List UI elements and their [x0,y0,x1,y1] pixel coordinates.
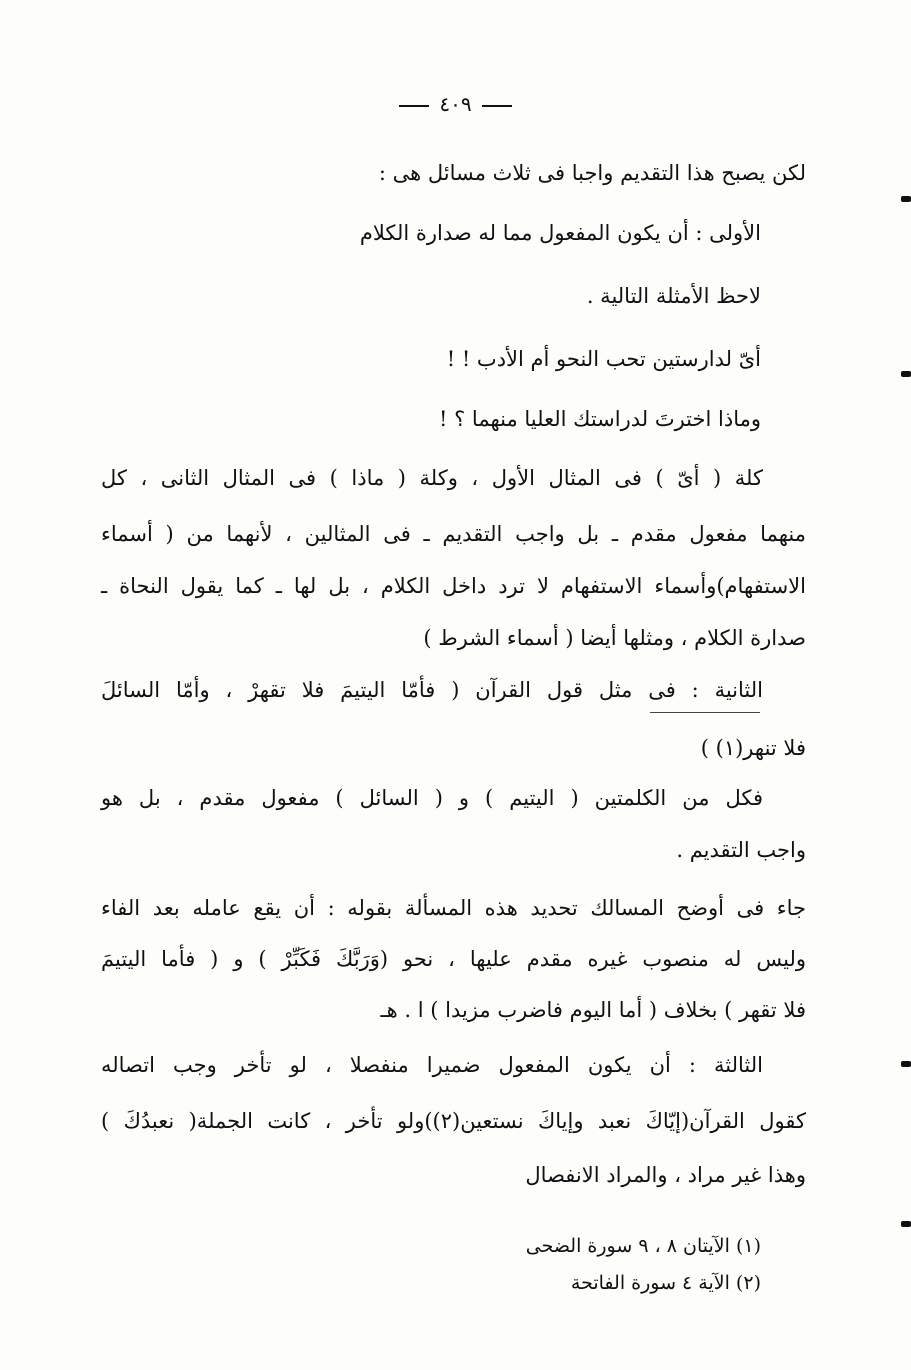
page-number [0,92,911,116]
text-line-3: لاحظ الأمثلة التالية . [586,284,761,308]
text-line-5: وماذا اخترتَ لدراستك العليا منهما ؟ ! [438,407,761,431]
edge-mark [901,196,911,202]
footnote-2: (٢) الآية ٤ سورة الفاتحة [570,1272,761,1294]
text-line-1: لكن يصبح هذا التقديم واجبا فى ثلاث مسائل هى : [378,161,806,185]
text-line-9: صدارة الكلام ، ومثلها أيضا ( أسماء الشرط ) [423,626,806,650]
text-line-13: واجب التقديم . [676,838,806,862]
text-line-19: وهذا غير مراد ، والمراد الانفصال [525,1163,806,1187]
page-number-text: ٤٠٩ [439,92,472,116]
text-line-17: الثالثة : أن يكون المفعول ضميرا منفصلا ، لو تأخر وجب اتصاله [101,1053,763,1077]
text-line-14: جاء فى أوضح المسالك تحديد هذه المسألة بقوله : أن يقع عامله بعد الفاء [101,896,806,920]
text-line-7: منهما مفعول مقدم ـ بل واجب التقديم ـ فى المثالين ، لأنهما من ( أسماء [101,522,806,546]
text-line-15: وليس له منصوب غيره مقدم عليها ، نحو (وَرَبَّكَ فَكَبِّرْ ) و ( فأما اليتيمَ [101,947,806,971]
text-line-18: كقول القرآن(إيّاكَ نعبد وإياكَ نستعين(٢))ولو تأخر ، كانت الجملة( نعبدُكَ ) [101,1109,806,1133]
underline-rule [650,712,760,713]
text-line-12: فكل من الكلمتين ( اليتيم ) و ( السائل ) مفعول مقدم ، بل هو [101,786,763,810]
text-line-6: كلة ( أىّ ) فى المثال الأول ، وكلة ( ماذا ) فى المثال الثانى ، كل [101,466,763,490]
text-line-11: فلا تنهر(١) ) [700,736,806,760]
dash-left [399,105,429,107]
text-line-8: الاستفهام)وأسماء الاستفهام لا ترد داخل الكلام ، بل لها ـ كما يقول النحاة ـ [101,574,806,598]
edge-mark [901,1221,911,1227]
text-line-4: أىّ لدارستين تحب النحو أم الأدب ! ! [446,347,761,371]
edge-mark [901,1061,911,1067]
footnote-1: (١) الآيتان ٨ ، ٩ سورة الضحى [525,1235,761,1257]
dash-right [482,105,512,107]
text-line-2: الأولى : أن يكون المفعول مما له صدارة الكلام [359,221,761,245]
edge-mark [901,371,911,377]
text-line-10: الثانية : فى مثل قول القرآن ( فأمّا اليتيمَ فلا تقهرْ ، وأمّا السائلَ [101,678,763,702]
text-line-16: فلا تقهر ) بخلاف ( أما اليوم فاضرب مزيدا ) ا . هـ [380,998,806,1022]
